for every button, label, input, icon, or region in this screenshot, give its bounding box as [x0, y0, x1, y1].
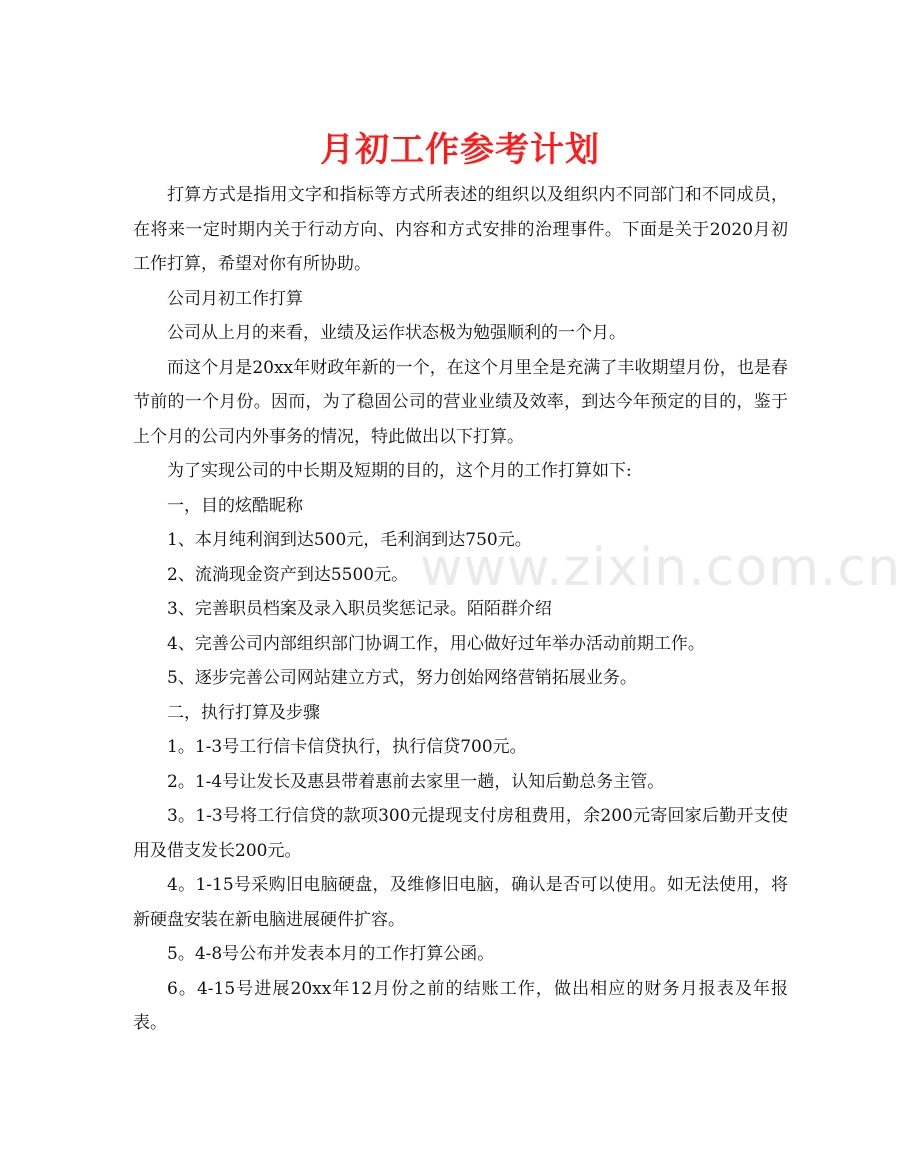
step-item-5: 5。4-8号公布并发表本月的工作打算公函。 [167, 944, 495, 964]
document-title: 月初工作参考计划 [320, 130, 600, 170]
section-heading-steps: 二，执行打算及步骤 [167, 702, 320, 723]
paragraph-intro: 打算方式是指用文字和指标等方式所表述的组织以及组织内不同部门和不同成员，在将来一定时期内关于行动方向、内容和方式安排的治理事件。下面是关于2020月初工作打算，希望对你有所协助。 [133, 185, 788, 274]
goal-item-2: 2、流淌现金资产到达5500元。 [167, 564, 409, 585]
goal-item-5: 5、逐步完善公司网站建立方式，努力创始网络营销拓展业务。 [167, 668, 637, 688]
goal-item-4: 4、完善公司内部组织部门协调工作，用心做好过年举办活动前期工作。 [167, 633, 705, 654]
watermark: www.zixin.com.cn [420, 538, 901, 598]
step-item-1: 1。1-3号工行信卡信贷执行，执行信贷700元。 [167, 737, 527, 757]
paragraph-plan-intro: 为了实现公司的中长期及短期的目的，这个月的工作打算如下: [167, 461, 632, 481]
step-item-2: 2。1-4号让发长及惠县带着惠前去家里一趟，认知后勤总务主管。 [167, 771, 665, 792]
paragraph-last-month: 公司从上月的来看，业绩及运作状态极为勉强顺利的一个月。 [167, 323, 626, 343]
paragraph-this-month: 而这个月是20xx年财政年新的一个，在这个月里全是充满了丰收期望月份，也是春节前的一个月份。因而，为了稳固公司的营业业绩及效率，到达今年预定的目的，鉴于上个月的公司内外事务的情况，特此做出以下打算。 [133, 357, 788, 447]
section-heading-company-plan: 公司月初工作打算 [167, 288, 303, 309]
document-body [133, 178, 788, 1041]
section-heading-goals: 一，目的炫酷昵称 [167, 495, 303, 516]
step-item-3: 3。1-3号将工行信贷的款项300元提现支付房租费用，余200元寄回家后勤开支使用及借支发长200元。 [133, 806, 788, 861]
goal-item-3: 3、完善职员档案及录入职员奖惩记录。陌陌群介绍 [167, 599, 552, 619]
step-item-4: 4。1-15号采购旧电脑硬盘，及维修旧电脑，确认是否可以使用。如无法使用，将新硬盘安装在新电脑进展硬件扩容。 [133, 875, 788, 930]
step-item-6: 6。4-15号进展20xx年12月份之前的结账工作，做出相应的财务月报表及年报表。 [133, 978, 788, 1033]
goal-item-1: 1、本月纯利润到达500元，毛利润到达750元。 [167, 530, 532, 550]
